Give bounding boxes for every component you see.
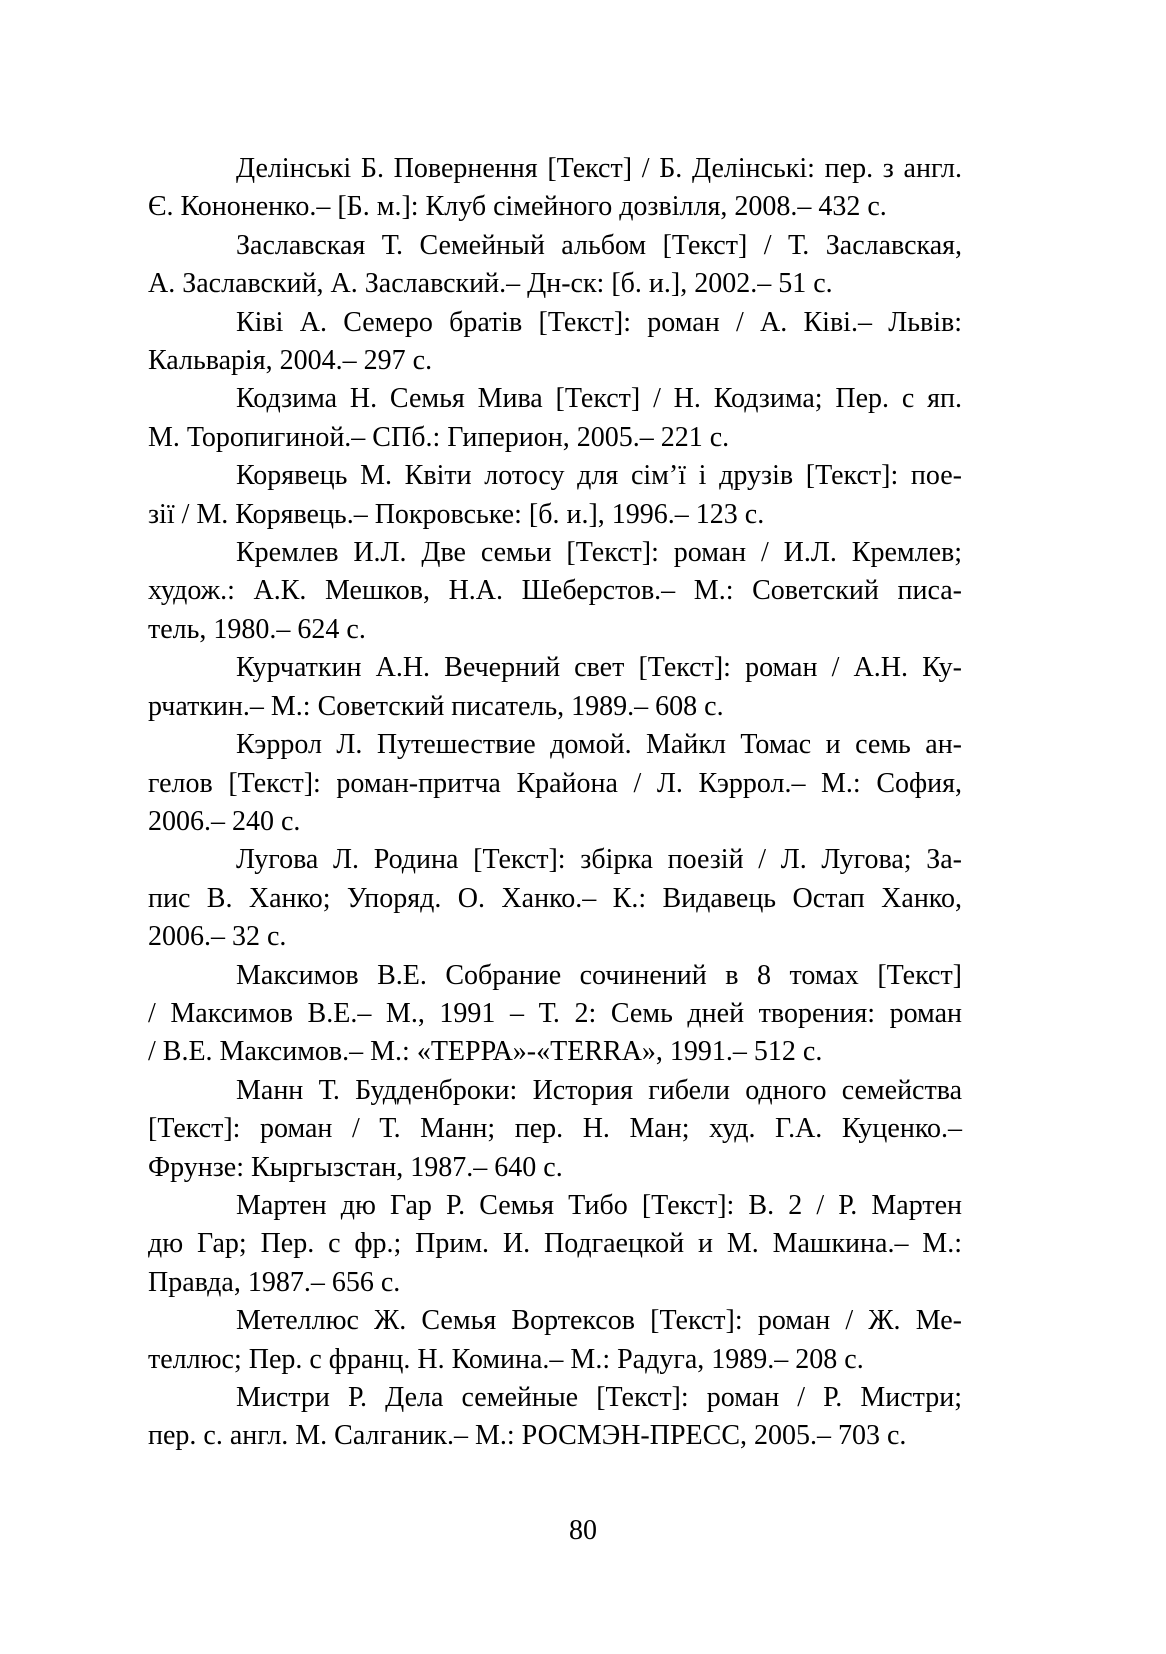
bibliography-entry bbox=[148, 227, 962, 304]
entry-line: Кэррол Л. Путешествие домой. Майкл Томас и семь ан- bbox=[236, 729, 962, 761]
entry-line: пис В. Ханко; Упоряд. О. Ханко.– К.: Видавець Остап Ханко, bbox=[148, 882, 962, 914]
entry-line: Лугова Л. Родина [Текст]: збірка поезій / Л. Лугова; За- bbox=[236, 844, 962, 876]
bibliography-entry bbox=[148, 957, 962, 1072]
entry-line: Кодзима Н. Семья Мива [Текст] / Н. Кодзима; Пер. с яп. bbox=[236, 383, 962, 415]
entry-line: гелов [Текст]: роман-притча Крайона / Л. Кэррол.– М.: София, bbox=[148, 767, 962, 799]
bibliography-entry bbox=[148, 1302, 962, 1379]
entry-line: дю Гар; Пер. с фр.; Прим. И. Подгаецкой и М. Машкина.– М.: bbox=[148, 1228, 962, 1260]
entry-line: тель, 1980.– 624 с. bbox=[148, 613, 366, 645]
entry-line: Максимов В.Е. Собрание сочинений в 8 томах [Текст] bbox=[236, 959, 962, 991]
entry-line: Заславская Т. Семейный альбом [Текст] / Т. Заславская, bbox=[236, 229, 962, 261]
bibliography-entry bbox=[148, 726, 962, 841]
bibliography-entry bbox=[148, 150, 962, 227]
entry-line: Курчаткин А.Н. Вечерний свет [Текст]: роман / А.Н. Ку- bbox=[236, 652, 962, 684]
entry-line: теллюс; Пер. с франц. Н. Комина.– М.: Радуга, 1989.– 208 с. bbox=[148, 1343, 864, 1375]
entry-line: Правда, 1987.– 656 с. bbox=[148, 1266, 401, 1298]
bibliography-entry bbox=[148, 841, 962, 956]
entry-line: Манн Т. Будденброки: История гибели одного семейства bbox=[236, 1074, 962, 1106]
entry-line: А. Заславский, А. Заславский.– Дн-ск: [б. и.], 2002.– 51 с. bbox=[148, 268, 833, 300]
entry-line: Метеллюс Ж. Семья Вортексов [Текст]: роман / Ж. Ме- bbox=[236, 1305, 962, 1337]
entry-line: Кальварія, 2004.– 297 с. bbox=[148, 345, 433, 377]
entry-line: Мистри Р. Дела семейные [Текст]: роман / Р. Мистри; bbox=[236, 1382, 962, 1413]
bibliography-entry bbox=[148, 1072, 962, 1187]
entry-line: пер. с. англ. М. Салганик.– М.: РОСМЭН-ПРЕСС, 2005.– 703 с. bbox=[148, 1420, 907, 1452]
page-number: 80 bbox=[569, 1515, 597, 1546]
bibliography-entry bbox=[148, 380, 962, 457]
bibliography-entry bbox=[148, 534, 962, 649]
entry-line: / Максимов В.Е.– М., 1991 – Т. 2: Семь дней творения: роман bbox=[148, 997, 962, 1029]
entry-line: Ківі А. Семеро братів [Текст]: роман / А. Ківі.– Львів: bbox=[236, 306, 962, 338]
bibliography-entry bbox=[148, 1379, 962, 1456]
bibliography-entry bbox=[148, 457, 962, 534]
entry-line: зії / М. Корявець.– Покровське: [б. и.], 1996.– 123 с. bbox=[148, 498, 765, 530]
entry-line: худож.: А.К. Мешков, Н.А. Шеберстов.– М.: Советский писа- bbox=[148, 575, 962, 607]
entry-line: [Текст]: роман / Т. Манн; пер. Н. Ман; худ. Г.А. Куценко.– bbox=[148, 1113, 962, 1145]
entry-line: 2006.– 32 с. bbox=[148, 921, 287, 953]
bibliography-entry bbox=[148, 304, 962, 381]
entry-line: Корявець М. Квіти лотосу для сім’ї і друзів [Текст]: пое- bbox=[236, 460, 962, 492]
entry-line: 2006.– 240 с. bbox=[148, 805, 301, 837]
entry-line: Є. Кононенко.– [Б. м.]: Клуб сімейного дозвілля, 2008.– 432 с. bbox=[148, 191, 887, 223]
entry-line: Кремлев И.Л. Две семьи [Текст]: роман / И.Л. Кремлев; bbox=[236, 537, 962, 569]
bibliography-list bbox=[148, 150, 962, 1456]
entry-line: рчаткин.– М.: Советский писатель, 1989.– 608 с. bbox=[148, 690, 724, 722]
bibliography-entry bbox=[148, 1187, 962, 1302]
entry-line: / В.Е. Максимов.– М.: «ТЕРРА»-«TERRA», 1991.– 512 с. bbox=[148, 1036, 823, 1068]
entry-line: Делінські Б. Повернення [Текст] / Б. Делінські: пер. з англ. bbox=[236, 153, 962, 184]
entry-line: Мартен дю Гар Р. Семья Тибо [Текст]: В. 2 / Р. Мартен bbox=[236, 1189, 962, 1221]
entry-line: Фрунзе: Кыргызстан, 1987.– 640 с. bbox=[148, 1151, 563, 1183]
bibliography-entry bbox=[148, 649, 962, 726]
entry-line: М. Торопигиной.– СПб.: Гиперион, 2005.– 221 с. bbox=[148, 421, 730, 453]
